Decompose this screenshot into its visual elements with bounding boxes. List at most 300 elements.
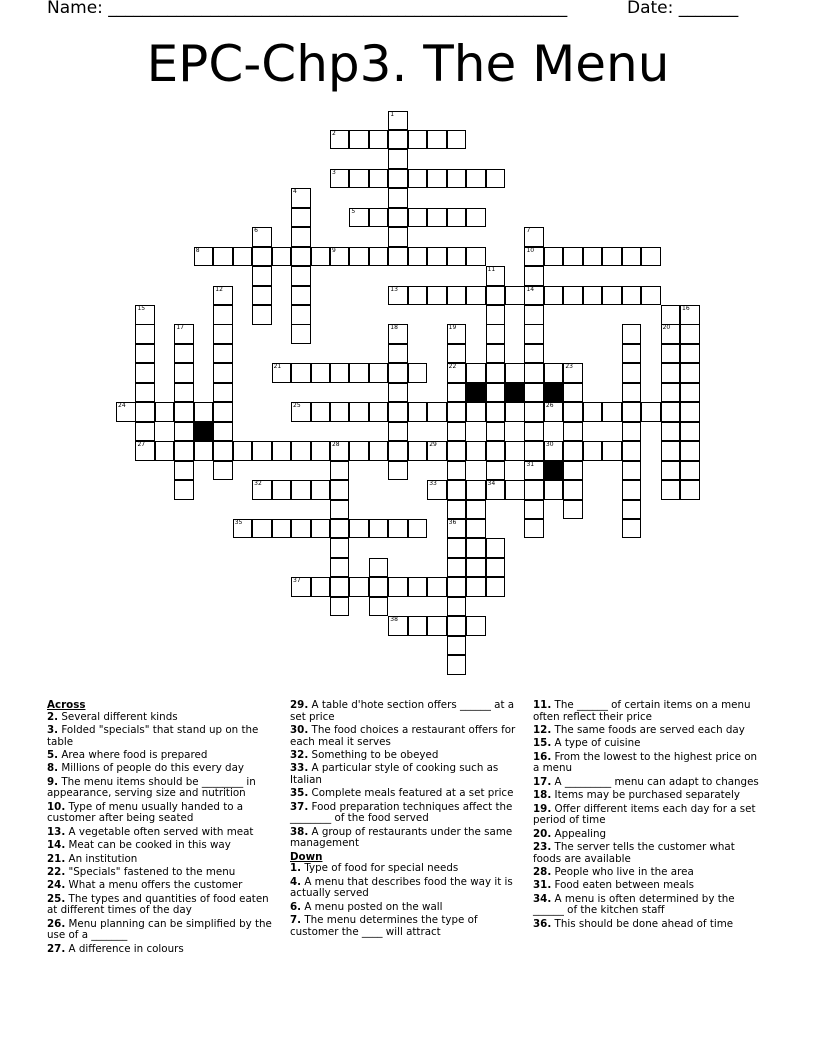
grid-cell[interactable] <box>349 577 369 597</box>
grid-cell[interactable] <box>427 130 447 150</box>
grid-cell[interactable] <box>291 480 311 500</box>
grid-cell[interactable] <box>388 324 408 344</box>
grid-cell[interactable] <box>252 519 272 539</box>
grid-cell[interactable] <box>524 461 544 481</box>
grid-cell[interactable] <box>466 558 486 578</box>
grid-cell[interactable] <box>233 519 253 539</box>
grid-cell[interactable] <box>252 266 272 286</box>
grid-cell[interactable] <box>466 480 486 500</box>
grid-cell[interactable] <box>661 383 681 403</box>
grid-cell[interactable] <box>213 305 233 325</box>
grid-cell[interactable] <box>349 519 369 539</box>
grid-cell[interactable] <box>505 441 525 461</box>
grid-cell[interactable] <box>330 441 350 461</box>
grid-cell[interactable] <box>213 461 233 481</box>
grid-cell[interactable] <box>272 519 292 539</box>
grid-cell[interactable] <box>447 169 467 189</box>
grid-cell[interactable] <box>447 441 467 461</box>
grid-cell[interactable] <box>252 441 272 461</box>
grid-cell[interactable] <box>155 441 175 461</box>
grid-cell[interactable] <box>155 402 175 422</box>
grid-cell[interactable] <box>427 616 447 636</box>
grid-cell[interactable] <box>583 286 603 306</box>
grid-cell[interactable] <box>174 402 194 422</box>
grid-cell[interactable] <box>213 363 233 383</box>
grid-cell[interactable] <box>447 247 467 267</box>
grid-cell[interactable] <box>563 383 583 403</box>
grid-cell[interactable] <box>213 441 233 461</box>
grid-cell[interactable] <box>622 402 642 422</box>
grid-cell[interactable] <box>622 422 642 442</box>
grid-cell[interactable] <box>447 461 467 481</box>
grid-cell[interactable] <box>194 402 214 422</box>
grid-cell[interactable] <box>349 247 369 267</box>
grid-cell[interactable] <box>563 422 583 442</box>
grid-cell[interactable] <box>174 422 194 442</box>
grid-cell[interactable] <box>135 422 155 442</box>
grid-cell[interactable] <box>174 344 194 364</box>
grid-cell[interactable] <box>661 324 681 344</box>
grid-cell[interactable] <box>524 305 544 325</box>
grid-cell[interactable] <box>661 402 681 422</box>
grid-cell[interactable] <box>486 480 506 500</box>
grid-cell[interactable] <box>330 363 350 383</box>
grid-cell[interactable] <box>622 383 642 403</box>
grid-cell[interactable] <box>641 402 661 422</box>
cell-number: 22 <box>448 363 457 371</box>
clue-text: The ______ of certain items on a menu often reflect their price <box>533 699 751 723</box>
grid-cell[interactable] <box>388 111 408 131</box>
grid-cell[interactable] <box>622 363 642 383</box>
grid-cell[interactable] <box>174 324 194 344</box>
grid-cell[interactable] <box>447 286 467 306</box>
clue-number: 9. <box>47 775 59 788</box>
clue-number: 15. <box>533 737 552 750</box>
grid-cell[interactable] <box>447 422 467 442</box>
grid-cell[interactable] <box>388 383 408 403</box>
grid-cell[interactable] <box>622 441 642 461</box>
clue-item <box>533 790 763 802</box>
grid-cell[interactable] <box>661 305 681 325</box>
grid-cell[interactable] <box>486 344 506 364</box>
grid-cell[interactable] <box>524 402 544 422</box>
clue-number: 30. <box>290 723 309 736</box>
grid-cell[interactable] <box>505 402 525 422</box>
date-field-label[interactable]: Date: _______ <box>627 0 739 18</box>
grid-cell[interactable] <box>466 616 486 636</box>
grid-cell[interactable] <box>252 247 272 267</box>
grid-cell[interactable] <box>330 558 350 578</box>
grid-cell[interactable] <box>486 363 506 383</box>
grid-cell[interactable] <box>486 441 506 461</box>
grid-cell[interactable] <box>524 324 544 344</box>
grid-cell[interactable] <box>544 402 564 422</box>
grid-cell[interactable] <box>466 519 486 539</box>
grid-cell[interactable] <box>524 344 544 364</box>
grid-cell[interactable] <box>427 577 447 597</box>
grid-cell[interactable] <box>661 480 681 500</box>
grid-cell[interactable] <box>291 519 311 539</box>
clue-number: 18. <box>533 789 552 802</box>
grid-cell[interactable] <box>680 402 700 422</box>
grid-cell[interactable] <box>622 519 642 539</box>
grid-cell[interactable] <box>135 383 155 403</box>
grid-cell[interactable] <box>291 227 311 247</box>
grid-cell[interactable] <box>486 305 506 325</box>
grid-cell[interactable] <box>447 383 467 403</box>
grid-cell[interactable] <box>661 461 681 481</box>
grid-cell[interactable] <box>524 422 544 442</box>
grid-cell[interactable] <box>174 480 194 500</box>
grid-cell[interactable] <box>408 247 428 267</box>
grid-cell[interactable] <box>272 480 292 500</box>
grid-cell[interactable] <box>466 247 486 267</box>
grid-cell[interactable] <box>524 441 544 461</box>
grid-cell[interactable] <box>680 422 700 442</box>
grid-cell[interactable] <box>330 480 350 500</box>
grid-cell[interactable] <box>486 324 506 344</box>
clue-column-1 <box>47 700 277 957</box>
grid-cell[interactable] <box>408 286 428 306</box>
grid-cell[interactable] <box>563 480 583 500</box>
grid-cell[interactable] <box>563 500 583 520</box>
grid-cell[interactable] <box>466 363 486 383</box>
grid-cell[interactable] <box>330 247 350 267</box>
grid-cell[interactable] <box>311 519 331 539</box>
grid-cell[interactable] <box>369 247 389 267</box>
grid-cell[interactable] <box>563 247 583 267</box>
grid-cell[interactable] <box>524 363 544 383</box>
grid-cell[interactable] <box>349 441 369 461</box>
grid-cell[interactable] <box>505 286 525 306</box>
grid-cell[interactable] <box>213 383 233 403</box>
grid-cell[interactable] <box>486 461 506 481</box>
grid-cell[interactable] <box>369 519 389 539</box>
grid-cell[interactable] <box>174 441 194 461</box>
grid-cell[interactable] <box>291 441 311 461</box>
grid-cell[interactable] <box>447 130 467 150</box>
grid-cell[interactable] <box>330 169 350 189</box>
grid-cell[interactable] <box>388 363 408 383</box>
grid-cell[interactable] <box>252 286 272 306</box>
grid-cell[interactable] <box>194 441 214 461</box>
grid-cell[interactable] <box>408 519 428 539</box>
grid-cell[interactable] <box>135 324 155 344</box>
grid-cell[interactable] <box>524 519 544 539</box>
grid-cell[interactable] <box>369 363 389 383</box>
grid-cell[interactable] <box>330 538 350 558</box>
grid-cell[interactable] <box>330 597 350 617</box>
grid-cell[interactable] <box>622 500 642 520</box>
grid-cell[interactable] <box>447 519 467 539</box>
grid-cell[interactable] <box>583 441 603 461</box>
grid-cell[interactable] <box>291 363 311 383</box>
grid-cell[interactable] <box>291 305 311 325</box>
grid-cell[interactable] <box>602 441 622 461</box>
grid-cell[interactable] <box>583 247 603 267</box>
grid-cell[interactable] <box>408 169 428 189</box>
grid-cell[interactable] <box>311 402 331 422</box>
grid-cell[interactable] <box>563 441 583 461</box>
grid-cell[interactable] <box>622 247 642 267</box>
grid-cell[interactable] <box>291 247 311 267</box>
grid-cell[interactable] <box>330 130 350 150</box>
grid-cell[interactable] <box>680 480 700 500</box>
clue-item <box>47 750 277 762</box>
grid-cell[interactable] <box>388 422 408 442</box>
grid-cell[interactable] <box>427 169 447 189</box>
grid-cell[interactable] <box>524 227 544 247</box>
grid-cell[interactable] <box>135 402 155 422</box>
grid-cell[interactable] <box>369 169 389 189</box>
grid-cell[interactable] <box>233 247 253 267</box>
grid-cell[interactable] <box>408 577 428 597</box>
grid-cell[interactable] <box>447 344 467 364</box>
clue-number: 25. <box>47 892 66 905</box>
grid-cell[interactable] <box>680 344 700 364</box>
grid-cell[interactable] <box>447 597 467 617</box>
grid-cell[interactable] <box>369 597 389 617</box>
grid-cell[interactable] <box>466 208 486 228</box>
grid-cell[interactable] <box>388 247 408 267</box>
grid-cell[interactable] <box>233 441 253 461</box>
grid-cell[interactable] <box>447 480 467 500</box>
grid-cell[interactable] <box>291 266 311 286</box>
grid-cell[interactable] <box>427 480 447 500</box>
grid-cell[interactable] <box>330 577 350 597</box>
grid-cell[interactable] <box>641 286 661 306</box>
grid-cell[interactable] <box>661 344 681 364</box>
grid-cell[interactable] <box>291 286 311 306</box>
grid-cell[interactable] <box>622 461 642 481</box>
grid-cell[interactable] <box>602 286 622 306</box>
grid-cell[interactable] <box>369 208 389 228</box>
grid-cell[interactable] <box>135 305 155 325</box>
grid-cell[interactable] <box>388 188 408 208</box>
grid-cell[interactable] <box>524 286 544 306</box>
grid-cell[interactable] <box>505 363 525 383</box>
grid-cell[interactable] <box>349 363 369 383</box>
grid-cell[interactable] <box>563 363 583 383</box>
grid-cell[interactable] <box>408 441 428 461</box>
grid-cell[interactable] <box>466 500 486 520</box>
grid-cell[interactable] <box>680 461 700 481</box>
grid-cell[interactable] <box>427 208 447 228</box>
grid-cell[interactable] <box>466 441 486 461</box>
grid-cell[interactable] <box>408 130 428 150</box>
grid-cell[interactable] <box>486 383 506 403</box>
grid-cell[interactable] <box>213 247 233 267</box>
grid-cell[interactable] <box>602 402 622 422</box>
grid-cell[interactable] <box>408 402 428 422</box>
grid-cell[interactable] <box>447 577 467 597</box>
grid-cell[interactable] <box>486 422 506 442</box>
grid-cell[interactable] <box>641 247 661 267</box>
grid-cell[interactable] <box>291 402 311 422</box>
grid-cell[interactable] <box>466 538 486 558</box>
grid-cell[interactable] <box>291 188 311 208</box>
grid-cell[interactable] <box>291 324 311 344</box>
grid-cell[interactable] <box>466 169 486 189</box>
grid-cell[interactable] <box>447 538 467 558</box>
grid-cell[interactable] <box>349 130 369 150</box>
grid-cell[interactable] <box>311 480 331 500</box>
grid-cell[interactable] <box>135 344 155 364</box>
grid-cell[interactable] <box>330 461 350 481</box>
grid-cell[interactable] <box>486 286 506 306</box>
grid-cell[interactable] <box>544 363 564 383</box>
black-cell <box>544 461 564 481</box>
grid-cell[interactable] <box>544 441 564 461</box>
grid-cell[interactable] <box>544 247 564 267</box>
grid-cell[interactable] <box>680 324 700 344</box>
grid-cell[interactable] <box>408 208 428 228</box>
grid-cell[interactable] <box>388 616 408 636</box>
grid-cell[interactable] <box>135 441 155 461</box>
grid-cell[interactable] <box>486 577 506 597</box>
grid-cell[interactable] <box>486 266 506 286</box>
grid-cell[interactable] <box>272 247 292 267</box>
grid-cell[interactable] <box>135 363 155 383</box>
grid-cell[interactable] <box>447 208 467 228</box>
grid-cell[interactable] <box>447 636 467 656</box>
grid-cell[interactable] <box>622 344 642 364</box>
grid-cell[interactable] <box>388 441 408 461</box>
grid-cell[interactable] <box>311 577 331 597</box>
grid-cell[interactable] <box>388 577 408 597</box>
grid-cell[interactable] <box>291 577 311 597</box>
clue-text: The menu items should be ________ in appearance, serving size and nutrition <box>47 775 256 800</box>
grid-cell[interactable] <box>524 480 544 500</box>
grid-cell[interactable] <box>447 324 467 344</box>
grid-cell[interactable] <box>388 519 408 539</box>
cell-number: 16 <box>682 305 690 312</box>
grid-cell[interactable] <box>349 402 369 422</box>
grid-cell[interactable] <box>330 500 350 520</box>
grid-cell[interactable] <box>486 402 506 422</box>
grid-cell[interactable] <box>408 363 428 383</box>
grid-cell[interactable] <box>369 441 389 461</box>
grid-cell[interactable] <box>680 383 700 403</box>
grid-cell[interactable] <box>272 363 292 383</box>
grid-cell[interactable] <box>388 461 408 481</box>
grid-cell[interactable] <box>349 208 369 228</box>
grid-cell[interactable] <box>330 519 350 539</box>
clue-number: 22. <box>47 865 66 878</box>
grid-cell[interactable] <box>583 402 603 422</box>
grid-cell[interactable] <box>388 344 408 364</box>
grid-cell[interactable] <box>213 422 233 442</box>
grid-cell[interactable] <box>174 461 194 481</box>
grid-cell[interactable] <box>486 538 506 558</box>
clue-text: Several different kinds <box>61 710 178 723</box>
grid-cell[interactable] <box>486 558 506 578</box>
grid-cell[interactable] <box>524 500 544 520</box>
grid-cell[interactable] <box>213 402 233 422</box>
grid-cell[interactable] <box>330 402 350 422</box>
grid-cell[interactable] <box>116 402 136 422</box>
grid-cell[interactable] <box>466 286 486 306</box>
grid-cell[interactable] <box>622 324 642 344</box>
grid-cell[interactable] <box>369 402 389 422</box>
grid-cell[interactable] <box>505 480 525 500</box>
grid-cell[interactable] <box>369 130 389 150</box>
grid-cell[interactable] <box>602 247 622 267</box>
grid-cell[interactable] <box>447 402 467 422</box>
grid-cell[interactable] <box>213 324 233 344</box>
grid-cell[interactable] <box>252 480 272 500</box>
grid-cell[interactable] <box>680 441 700 461</box>
grid-cell[interactable] <box>388 208 408 228</box>
grid-cell[interactable] <box>272 441 292 461</box>
grid-cell[interactable] <box>466 402 486 422</box>
grid-cell[interactable] <box>544 286 564 306</box>
grid-cell[interactable] <box>213 286 233 306</box>
grid-cell[interactable] <box>311 441 331 461</box>
grid-cell[interactable] <box>563 402 583 422</box>
grid-cell[interactable] <box>174 383 194 403</box>
grid-cell[interactable] <box>622 480 642 500</box>
grid-cell[interactable] <box>563 286 583 306</box>
grid-cell[interactable] <box>291 208 311 228</box>
grid-cell[interactable] <box>524 266 544 286</box>
grid-cell[interactable] <box>388 149 408 169</box>
grid-cell[interactable] <box>447 655 467 675</box>
grid-cell[interactable] <box>311 247 331 267</box>
grid-cell[interactable] <box>408 616 428 636</box>
grid-cell[interactable] <box>369 558 389 578</box>
grid-cell[interactable] <box>427 441 447 461</box>
grid-cell[interactable] <box>544 480 564 500</box>
grid-cell[interactable] <box>213 344 233 364</box>
grid-cell[interactable] <box>388 227 408 247</box>
grid-cell[interactable] <box>447 616 467 636</box>
grid-cell[interactable] <box>369 577 389 597</box>
grid-cell[interactable] <box>524 383 544 403</box>
grid-cell[interactable] <box>466 577 486 597</box>
grid-cell[interactable] <box>388 402 408 422</box>
grid-cell[interactable] <box>661 441 681 461</box>
grid-cell[interactable] <box>194 247 214 267</box>
grid-cell[interactable] <box>447 558 467 578</box>
grid-cell[interactable] <box>427 402 447 422</box>
grid-cell[interactable] <box>563 461 583 481</box>
grid-cell[interactable] <box>447 363 467 383</box>
grid-cell[interactable] <box>252 305 272 325</box>
grid-cell[interactable] <box>388 130 408 150</box>
grid-cell[interactable] <box>174 363 194 383</box>
grid-cell[interactable] <box>661 422 681 442</box>
grid-cell[interactable] <box>388 286 408 306</box>
grid-cell[interactable] <box>349 169 369 189</box>
name-field-label[interactable]: Name: ______________________________________________________ <box>47 0 568 18</box>
grid-cell[interactable] <box>622 286 642 306</box>
grid-cell[interactable] <box>680 363 700 383</box>
clue-text: Something to be obeyed <box>311 748 439 761</box>
grid-cell[interactable] <box>427 247 447 267</box>
grid-cell[interactable] <box>680 305 700 325</box>
grid-cell[interactable] <box>427 286 447 306</box>
clue-text: The menu determines the type of customer the ____ will attract <box>290 914 478 938</box>
grid-cell[interactable] <box>661 363 681 383</box>
grid-cell[interactable] <box>311 363 331 383</box>
clue-number: 17. <box>533 775 552 788</box>
grid-cell[interactable] <box>486 169 506 189</box>
grid-cell[interactable] <box>524 247 544 267</box>
grid-cell[interactable] <box>388 169 408 189</box>
grid-cell[interactable] <box>252 227 272 247</box>
grid-cell[interactable] <box>447 500 467 520</box>
